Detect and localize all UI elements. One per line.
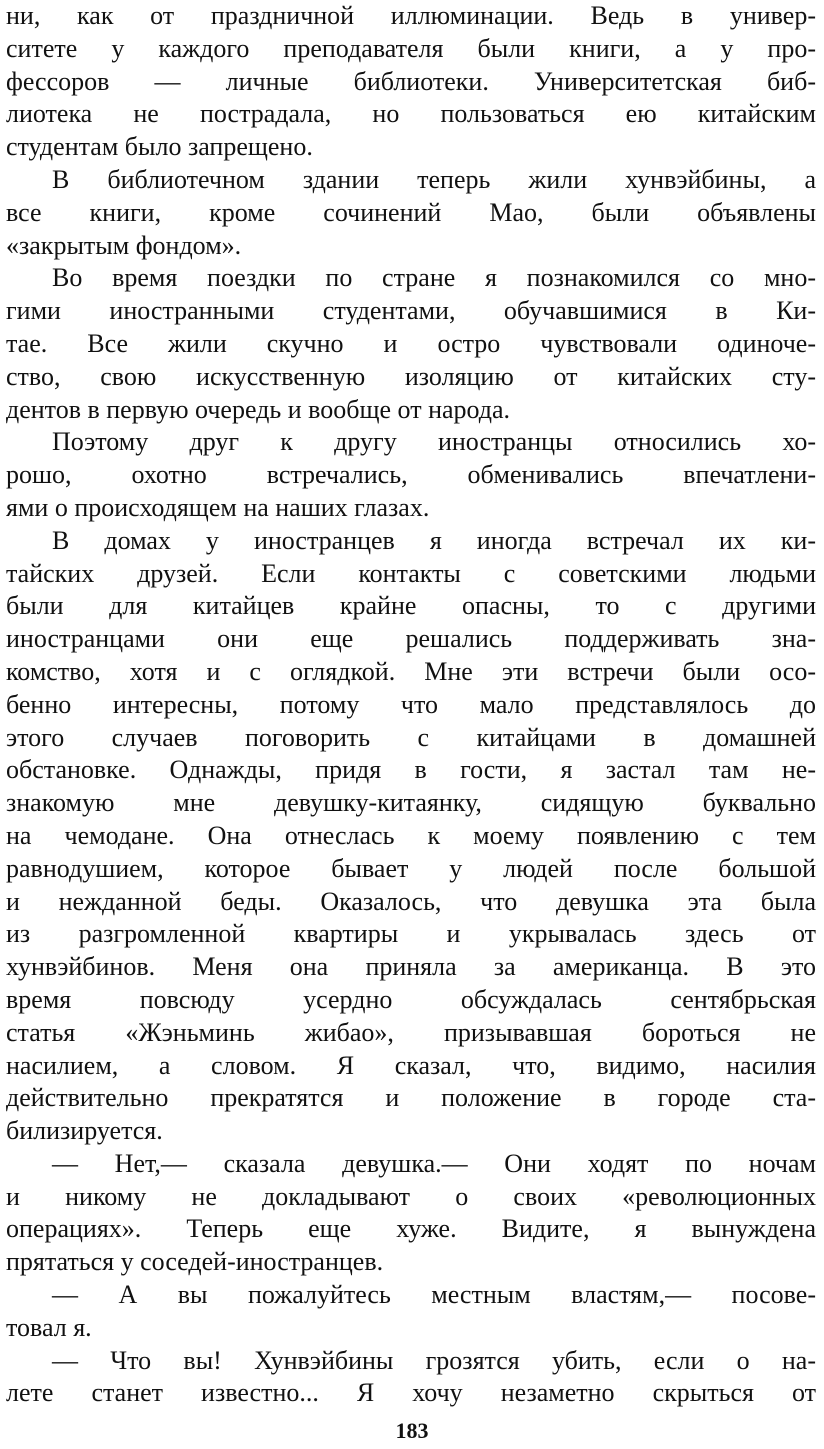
body-text (6, 0, 816, 1410)
text-line: ситете у каждого преподавателя были книги, а у про- (6, 33, 816, 63)
text-line: — Нет,— сказала девушка.— Они ходят по ночам (52, 1148, 816, 1178)
text-line: лете станет известно... Я хочу незаметно скрыться от (6, 1378, 816, 1408)
text-line: бенно интересны, потому что мало представлялось до (6, 689, 816, 719)
text-line: «закрытым фондом». (6, 230, 242, 260)
text-line: время повсюду усердно обсуждалась сентябрьская (6, 984, 816, 1014)
text-line: Поэтому друг к другу иностранцы относились хо- (52, 427, 816, 457)
text-line: насилием, а словом. Я сказал, что, видимо, насилия (6, 1050, 816, 1080)
text-line: тайских друзей. Если контакты с советскими людьми (6, 558, 816, 588)
text-line: из разгромленной квартиры и укрывалась здесь от (6, 919, 816, 949)
text-line: фессоров — личные библиотеки. Университетская биб- (6, 66, 816, 96)
text-line: Во время поездки по стране я познакомился со мно- (52, 263, 816, 293)
text-line: — А вы пожалуйтесь местным властям,— посове- (52, 1280, 816, 1310)
text-line: операциях». Теперь еще хуже. Видите, я вынуждена (6, 1214, 816, 1244)
text-line: товал я. (6, 1312, 92, 1342)
text-line: гими иностранными студентами, обучавшимися в Ки- (6, 296, 816, 326)
text-line: на чемодане. Она отнеслась к моему появлению с тем (6, 820, 816, 850)
text-line: — Что вы! Хунвэйбины грозятся убить, если о на- (52, 1345, 816, 1375)
text-line: все книги, кроме сочинений Мао, были объявлены (6, 197, 816, 227)
text-line: этого случаев поговорить с китайцами в домашней (6, 722, 816, 752)
text-line: студентам было запрещено. (6, 132, 313, 162)
text-line: хунвэйбинов. Меня она приняла за американца. В это (6, 952, 816, 982)
text-line: В домах у иностранцев я иногда встречал их ки- (52, 525, 816, 555)
text-line: рошо, охотно встречались, обменивались впечатлени- (6, 460, 816, 490)
text-line: тае. Все жили скучно и остро чувствовали одиноче- (6, 328, 816, 358)
text-line: прятаться у соседей-иностранцев. (6, 1247, 384, 1277)
text-line: были для китайцев крайне опасны, то с другими (6, 591, 816, 621)
page-number: 183 (395, 1418, 429, 1443)
text-line: ни, как от праздничной иллюминации. Ведь в универ- (6, 1, 816, 30)
text-line: равнодушием, которое бывает у людей после большой (6, 853, 816, 883)
text-line: знакомую мне девушку-китаянку, сидящую буквально (6, 788, 816, 818)
text-line: ство, свою искусственную изоляцию от китайских сту- (6, 361, 816, 391)
text-line: ями о происходящем на наших глазах. (6, 492, 430, 522)
text-line: дентов в первую очередь и вообще от народа. (6, 394, 511, 424)
text-line: и нежданной беды. Оказалось, что девушка эта была (6, 886, 816, 916)
text-line: статья «Жэньминь жибао», призывавшая бороться не (6, 1017, 816, 1047)
text-line: иностранцами они еще решались поддерживать зна- (6, 624, 816, 654)
text-line: действительно прекратятся и положение в городе ста- (6, 1083, 816, 1113)
text-line: комство, хотя и с оглядкой. Мне эти встречи были осо- (6, 656, 816, 686)
text-line: и никому не докладывают о своих «революционных (6, 1181, 816, 1211)
text-line: лиотека не пострадала, но пользоваться ею китайским (6, 99, 816, 129)
text-line: В библиотечном здании теперь жили хунвэйбины, а (52, 164, 816, 194)
text-line: билизируется. (6, 1116, 163, 1146)
text-line: обстановке. Однажды, придя в гости, я застал там не- (6, 755, 816, 785)
